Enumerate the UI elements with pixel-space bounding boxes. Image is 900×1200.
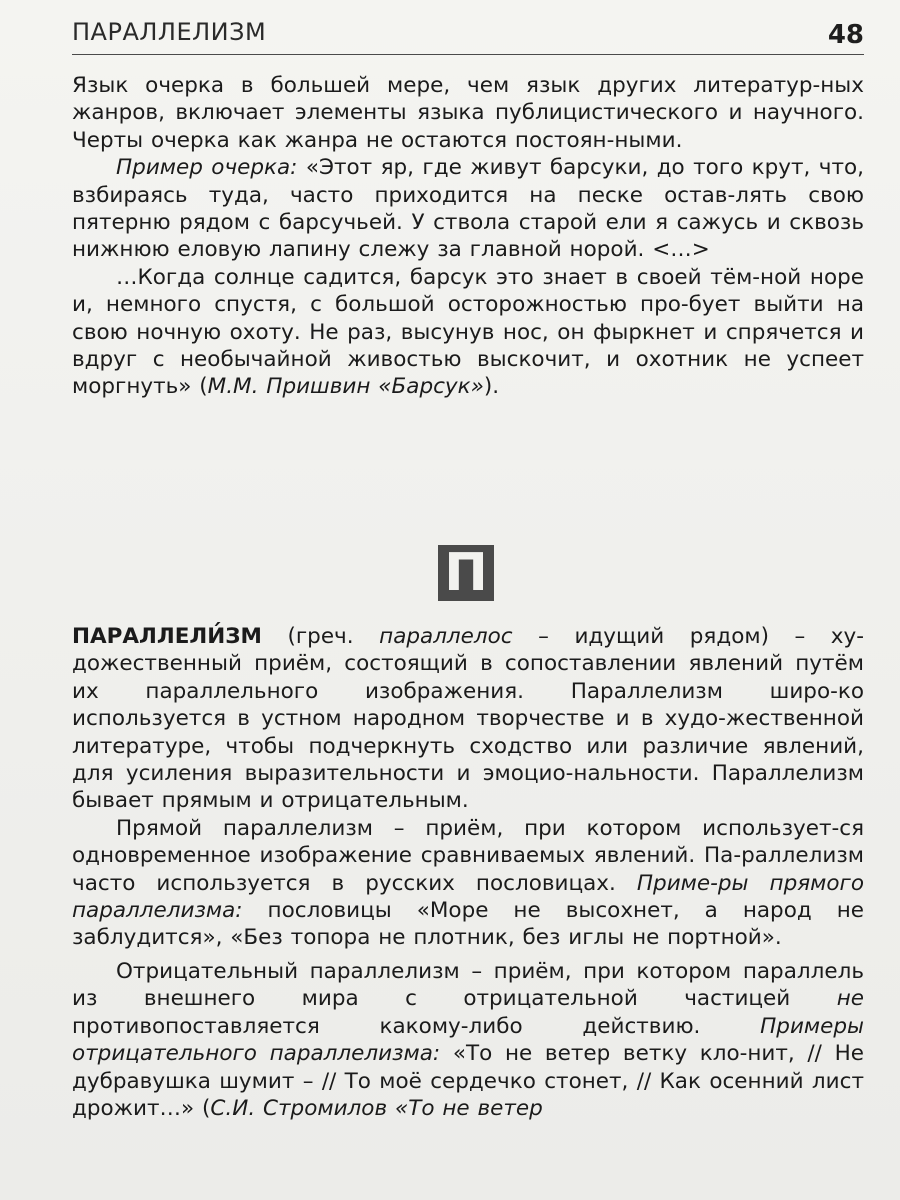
- paragraph-text: Язык очерка в большей мере, чем язык других литератур-ных жанров, включает элементы языка публицистического и научного. Черты очерка как жанра не остаются постоян-ными.: [72, 73, 864, 153]
- examples-label: Приме-ры прямого параллелизма:: [72, 870, 864, 924]
- definition-text: (греч.: [261, 624, 380, 649]
- paragraph-negative-parallelism: [72, 958, 864, 1122]
- greek-word: параллелос: [379, 624, 513, 649]
- parallelism-entry: [72, 623, 864, 1122]
- paragraph-definition: [72, 623, 864, 815]
- paragraph-direct-parallelism: [72, 815, 864, 952]
- paragraph-text: «То не ветер ветку кло-нит, // Не дубравушка шумит – // То моё сердечко стонет, // Как осенний лист дрожит…» (: [72, 1041, 864, 1121]
- quote-end: ).: [483, 374, 500, 400]
- entry-term: ПАРАЛЛЕЛИ́ЗМ: [72, 624, 262, 649]
- paragraph-text: пословицы «Море не высохнет, а народ не заблудится», «Без топора не плотник, без иглы не портной».: [72, 898, 864, 951]
- paragraph-essay-example: [72, 154, 864, 264]
- header-rule: [72, 54, 864, 55]
- example-label: Пример очерка:: [116, 155, 298, 181]
- particle-ne: не: [836, 986, 864, 1012]
- section-letter-badge: [438, 545, 494, 601]
- paragraph-essay-language: [72, 72, 864, 154]
- definition-text: – идущий рядом) – ху-дожественный приём, состоящий в сопоставлении явлений путём их параллельного изображения. Параллелизм широ-ко используется в устном народном творчестве и в худо-жественной литературе, чтобы подчеркнуть сходство или различие явлений, для усиления выразительности и эмоцио-нальности. Параллелизм бывает прямым и отрицательным.: [72, 624, 865, 814]
- paragraph-text: Отрицательный параллелизм – приём, при котором параллель из внешнего мира с отрицательной частицей: [72, 958, 864, 1012]
- page-header: [72, 16, 864, 56]
- essay-section: [72, 72, 864, 401]
- quote-source: С.И. Стромилов «То не ветер: [210, 1095, 543, 1121]
- running-head: ПАРАЛЛЕЛИЗМ: [72, 18, 267, 46]
- quote-text: «Этот яр, где живут барсуки, до того крут, что, взбираясь туда, часто приходится на песке остав-лять свою пятерню рядом с барсучьей. У ствола старой ели я сажусь и сквозь нижнюю еловую лапину слежу за главной норой. <…>: [72, 155, 864, 263]
- examples-label: Примеры отрицательного параллелизма:: [72, 1013, 864, 1067]
- paragraph-text: противопоставляется какому-либо действию.: [72, 1013, 761, 1039]
- paragraph-text: Прямой параллелизм – приём, при котором использует-ся одновременное изображение сравниваемых явлений. Па-раллелизм часто используется в русских пословицах.: [72, 815, 864, 896]
- quote-text: …Когда солнце садится, барсук это знает в своей тём-ной норе и, немного спустя, с большой осторожностью про-бует выйти на свою ночную охоту. Не раз, высунув нос, он фыркнет и спрячется и вдруг с необычайной живостью выскочит, и охотник не успеет моргнуть» (: [72, 264, 864, 400]
- section-letter: П: [444, 543, 488, 603]
- page-number: 48: [827, 20, 864, 50]
- quote-source: М.М. Пришвин «Барсук»: [207, 374, 484, 400]
- paragraph-essay-quote-continued: [72, 264, 864, 401]
